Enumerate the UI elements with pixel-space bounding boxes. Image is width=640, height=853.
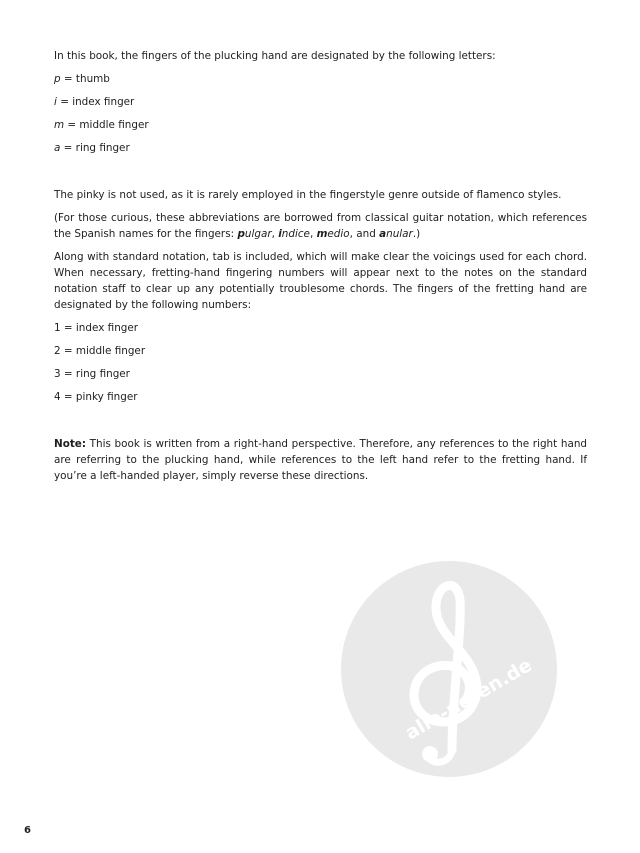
word-initial: p	[237, 228, 245, 240]
fretting-finger-2: 2 = middle finger	[54, 345, 146, 357]
spanish-word-anular	[379, 228, 413, 240]
page-content	[54, 48, 587, 491]
finger-letter: p	[54, 73, 61, 85]
spacer	[54, 412, 587, 436]
finger-label: = middle finger	[64, 119, 149, 131]
watermark	[340, 560, 558, 778]
watermark-text: alle-noten.de	[401, 654, 536, 745]
word-rest: ulgar	[244, 228, 272, 240]
word-initial: a	[379, 228, 387, 240]
note-label: Note:	[54, 438, 87, 450]
intro-paragraph: In this book, the fingers of the plucking hand are designated by the following letters:	[54, 50, 496, 62]
plucking-finger-thumb	[54, 71, 587, 87]
plucking-finger-middle	[54, 117, 587, 133]
finger-label: = thumb	[60, 73, 110, 85]
plucking-finger-ring	[54, 140, 587, 156]
note-paragraph	[54, 436, 587, 484]
finger-letter: a	[54, 142, 61, 154]
plucking-finger-index	[54, 94, 587, 110]
spanish-names-paragraph	[54, 210, 587, 242]
separator: .)	[412, 228, 421, 240]
note-text: This book is written from a right-hand perspective. Therefore, any references to the right hand are referring to the plucking hand, while references to the left hand refer to the fretting hand. If you’re a left-handed player, simply reverse these directions.	[54, 438, 587, 482]
word-initial: m	[316, 228, 328, 240]
pinky-paragraph: The pinky is not used, as it is rarely employed in the fingerstyle genre outside of flamenco styles.	[54, 189, 562, 201]
finger-label: = index finger	[56, 96, 135, 108]
separator: , and	[349, 228, 380, 240]
finger-label: = ring finger	[60, 142, 130, 154]
finger-letter: i	[54, 96, 57, 108]
separator: ,	[309, 228, 317, 240]
page-number: 6	[24, 825, 31, 836]
finger-letter: m	[54, 119, 65, 131]
separator: ,	[271, 228, 279, 240]
spacer	[54, 163, 587, 187]
word-initial: i	[278, 228, 282, 240]
spanish-word-pulgar	[237, 228, 271, 240]
word-rest: edio	[327, 228, 350, 240]
word-rest: ndice	[281, 228, 310, 240]
fretting-finger-3: 3 = ring finger	[54, 368, 130, 380]
word-rest: nular	[386, 228, 413, 240]
spanish-lead: (For those curious, these abbreviations are borrowed from classical guitar notation, which references the Spanish names for the fingers:	[54, 212, 587, 240]
spanish-word-indice	[278, 228, 310, 240]
spanish-word-medio	[317, 228, 350, 240]
fretting-finger-1: 1 = index finger	[54, 322, 139, 334]
treble-clef-dot	[422, 746, 438, 762]
notation-paragraph: Along with standard notation, tab is included, which will make clear the voicings used for each chord. When necessary, fretting-hand fingering numbers will appear next to the notes on the standard notation staff to clear up any potentially troublesome chords. The fingers of the fretting hand are designated by the following numbers:	[54, 251, 587, 311]
fretting-finger-4: 4 = pinky finger	[54, 391, 138, 403]
